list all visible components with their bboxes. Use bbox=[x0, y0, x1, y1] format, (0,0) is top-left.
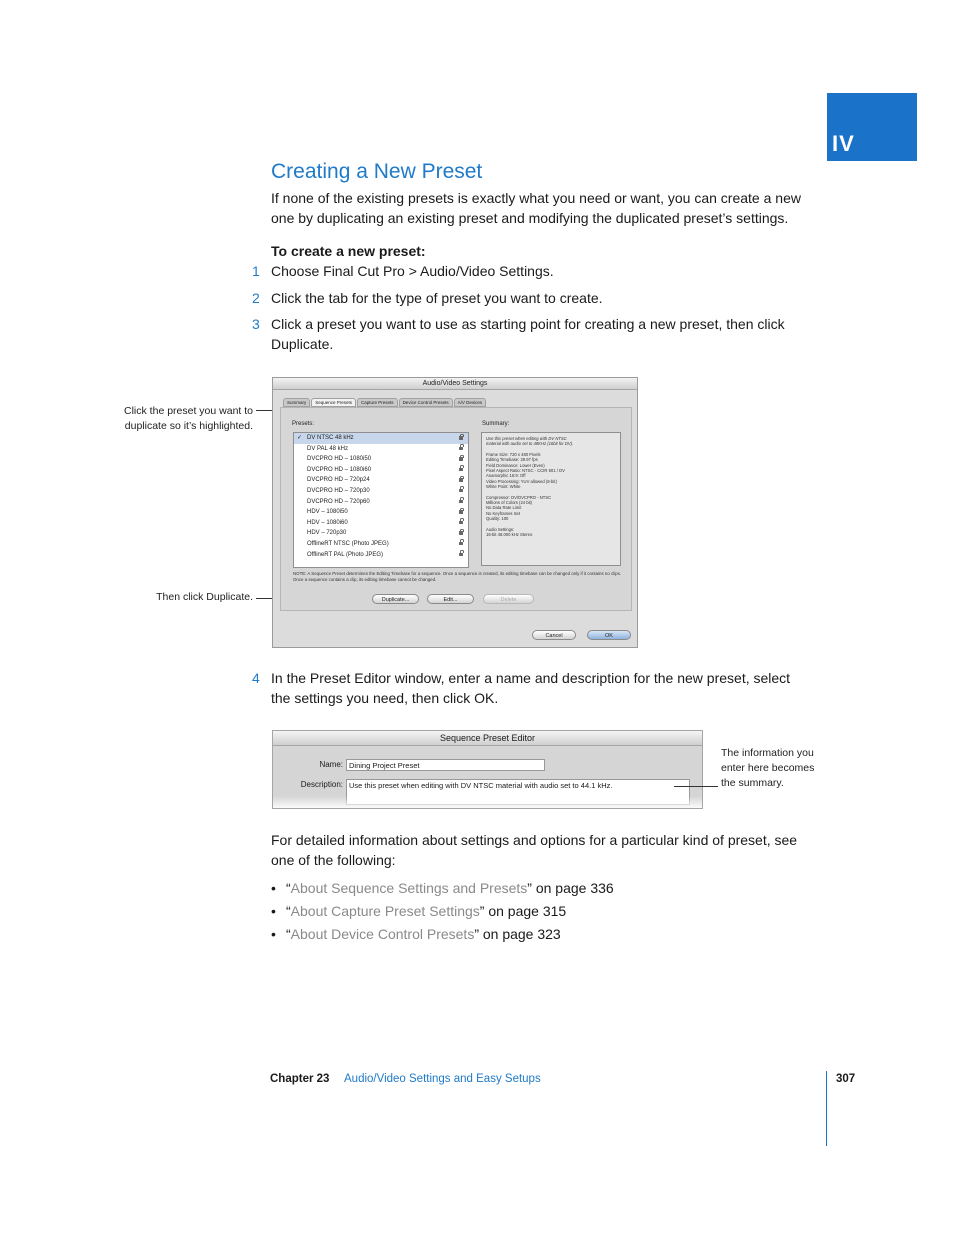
reference-suffix: ” on page 336 bbox=[527, 880, 614, 896]
preset-list-item[interactable] bbox=[294, 486, 468, 497]
lock-icon bbox=[459, 478, 463, 482]
summary-line: 16-bit 48.000 kHz Stereo bbox=[486, 532, 533, 538]
step-number: 2 bbox=[252, 290, 260, 306]
step-number: 1 bbox=[252, 263, 260, 279]
preset-list-item[interactable] bbox=[294, 497, 468, 508]
ok-button[interactable]: OK bbox=[587, 630, 631, 640]
summary-line: Quality: 100 bbox=[486, 516, 509, 522]
preset-list-item[interactable] bbox=[294, 444, 468, 455]
lock-icon bbox=[459, 489, 463, 493]
intro-paragraph: If none of the existing presets is exactly what you need or want, you can create a new one by duplicating an existing preset and modifying the duplicated preset’s settings. bbox=[271, 190, 801, 226]
name-label: Name: bbox=[319, 760, 343, 769]
preset-name: DVCPRO HD – 720p24 bbox=[307, 477, 370, 484]
duplicate-button[interactable]: Duplicate... bbox=[372, 594, 419, 604]
procedure-title: To create a new preset: bbox=[271, 243, 426, 259]
audio-video-settings-window bbox=[272, 377, 638, 648]
callout-leader bbox=[674, 786, 718, 787]
preset-list-item[interactable] bbox=[294, 507, 468, 518]
callout-select-preset: Click the preset you want to duplicate so it’s highlighted. bbox=[124, 405, 253, 432]
summary-line: Editing Timebase: 29.97 fps bbox=[486, 457, 538, 463]
summary-line: No Keyframes Set bbox=[486, 510, 520, 516]
preset-name: DV PAL 48 kHz bbox=[307, 445, 349, 452]
list-item: • “About Capture Preset Settings” on page 315 bbox=[271, 903, 567, 919]
preset-name: HDV – 1080i50 bbox=[307, 509, 348, 516]
preset-list-item[interactable] bbox=[294, 518, 468, 529]
preset-name: DVCPRO HD – 1080i50 bbox=[307, 456, 372, 463]
callout-summary: The information you enter here becomes the summary. bbox=[721, 747, 815, 789]
preset-name: DV NTSC 48 kHz bbox=[307, 435, 354, 441]
list-item: • “About Sequence Settings and Presets” on page 336 bbox=[271, 880, 614, 896]
name-field[interactable]: Dining Project Preset bbox=[346, 759, 545, 771]
summary-line: Frame Size: 720 x 480 Pixels bbox=[486, 451, 541, 457]
footer-chapter: Chapter 23 bbox=[270, 1073, 330, 1085]
summary-line: White Point: White bbox=[486, 484, 521, 490]
summary-line: Field Dominance: Lower (Even) bbox=[486, 462, 545, 468]
summary-line: No Data Rate Limit bbox=[486, 505, 522, 511]
sequence-preset-note: NOTE: A Sequence Preset determines the Editing Timebase for a sequence. Once a sequence is created, its editing timebase can be changed only if it contains no clips. Once a sequence contains a clip, its editing timebase cannot be changed. bbox=[293, 571, 622, 582]
step-number: 3 bbox=[252, 316, 260, 332]
description-label: Description: bbox=[300, 780, 343, 789]
window-title: Sequence Preset Editor bbox=[273, 731, 702, 746]
preset-list-item[interactable] bbox=[294, 539, 468, 550]
preset-list-item[interactable] bbox=[294, 550, 468, 561]
summary-box bbox=[481, 432, 621, 566]
preset-list-item[interactable] bbox=[294, 528, 468, 539]
summary-line: Anamorphic 16:9: Off bbox=[486, 473, 526, 479]
preset-list-item[interactable] bbox=[294, 454, 468, 465]
summary-line: Pixel Aspect Ratio: NTSC - CCIR 601 / DV bbox=[486, 468, 565, 474]
reference-link[interactable]: About Capture Preset Settings bbox=[290, 903, 480, 919]
step-text: Click the tab for the type of preset you want to create. bbox=[271, 290, 603, 306]
preset-name: HDV – 1080i60 bbox=[307, 519, 348, 526]
preset-name: OfflineRT PAL (Photo JPEG) bbox=[307, 551, 384, 558]
lock-icon bbox=[459, 510, 463, 514]
list-item: • “About Device Control Presets” on page 323 bbox=[271, 926, 561, 942]
preset-list-item[interactable] bbox=[294, 465, 468, 476]
lock-icon bbox=[459, 553, 463, 557]
reference-list bbox=[271, 877, 614, 946]
tab-summary[interactable]: Summary bbox=[283, 398, 310, 407]
summary-line: material with audio set to 48KHz (16bit for DV). bbox=[486, 441, 574, 447]
preset-name: OfflineRT NTSC (Photo JPEG) bbox=[307, 540, 389, 547]
edit-button[interactable]: Edit... bbox=[427, 594, 474, 604]
summary-line: Audio Settings: bbox=[486, 526, 515, 532]
tab-capture-presets[interactable]: Capture Presets bbox=[357, 398, 398, 407]
checkmark-icon: ✓ bbox=[297, 435, 303, 441]
lock-icon bbox=[459, 542, 463, 546]
page-title: Creating a New Preset bbox=[271, 160, 483, 183]
window-fade bbox=[273, 796, 702, 808]
step-text: Click a preset you want to use as starting point for creating a new preset, then click Duplicate. bbox=[271, 316, 785, 352]
tab-bar bbox=[283, 398, 487, 407]
presets-label: Presets: bbox=[292, 421, 315, 427]
footer-rule bbox=[826, 1071, 827, 1146]
sequence-preset-editor-window bbox=[272, 730, 703, 809]
preset-name: DVCPRO HD – 1080i60 bbox=[307, 466, 372, 473]
delete-button[interactable]: Delete bbox=[483, 594, 534, 604]
tab-av-devices[interactable]: A/V Devices bbox=[454, 398, 487, 407]
page-number: 307 bbox=[836, 1073, 856, 1085]
summary-label: Summary: bbox=[482, 421, 510, 427]
summary-line: Compressor: DV/DVCPRO - NTSC bbox=[486, 494, 552, 500]
lock-icon bbox=[459, 447, 463, 451]
preset-name: HDV – 720p30 bbox=[307, 530, 347, 537]
reference-suffix: ” on page 315 bbox=[479, 903, 567, 919]
preset-name: DVCPRO HD – 720p30 bbox=[307, 487, 370, 494]
window-title: Audio/Video Settings bbox=[273, 378, 637, 390]
lock-icon bbox=[459, 521, 463, 525]
lock-icon bbox=[459, 500, 463, 504]
lock-icon bbox=[459, 457, 463, 461]
more-info-paragraph: For detailed information about settings and options for a particular kind of preset, see one of the following: bbox=[271, 832, 798, 868]
callout-duplicate: Then click Duplicate. bbox=[156, 591, 253, 603]
tab-device-control-presets[interactable]: Device Control Presets bbox=[399, 398, 453, 407]
reference-link[interactable]: About Device Control Presets bbox=[290, 926, 475, 942]
summary-line: Use this preset when editing with DV NTSC bbox=[486, 436, 567, 441]
step-number: 4 bbox=[252, 670, 260, 686]
footer-chapter-title: Audio/Video Settings and Easy Setups bbox=[344, 1073, 541, 1085]
preset-list-item[interactable] bbox=[294, 433, 468, 444]
step-text: In the Preset Editor window, enter a name and description for the new preset, select the settings you need, then click OK. bbox=[271, 670, 791, 706]
lock-icon bbox=[459, 436, 463, 440]
step-text: Choose Final Cut Pro > Audio/Video Settings. bbox=[271, 263, 554, 279]
preset-list bbox=[293, 432, 469, 568]
summary-line: Millions of Colors (24 bit) bbox=[486, 500, 533, 506]
lock-icon bbox=[459, 468, 463, 472]
preset-name: DVCPRO HD – 720p60 bbox=[307, 498, 370, 505]
preset-list-item[interactable] bbox=[294, 475, 468, 486]
lock-icon bbox=[459, 531, 463, 535]
cancel-button[interactable]: Cancel bbox=[532, 630, 576, 640]
reference-suffix: ” on page 323 bbox=[474, 926, 561, 942]
part-tab: IV bbox=[827, 93, 917, 161]
reference-link[interactable]: About Sequence Settings and Presets bbox=[290, 880, 528, 896]
description-field[interactable]: Use this preset when editing with DV NTSC material with audio set to 44.1 kHz. bbox=[346, 779, 690, 805]
tab-panel bbox=[280, 407, 632, 611]
tab-sequence-presets[interactable]: Sequence Presets bbox=[311, 398, 356, 407]
summary-line: Video Processing: YUV allowed (8-bit) bbox=[486, 478, 557, 484]
